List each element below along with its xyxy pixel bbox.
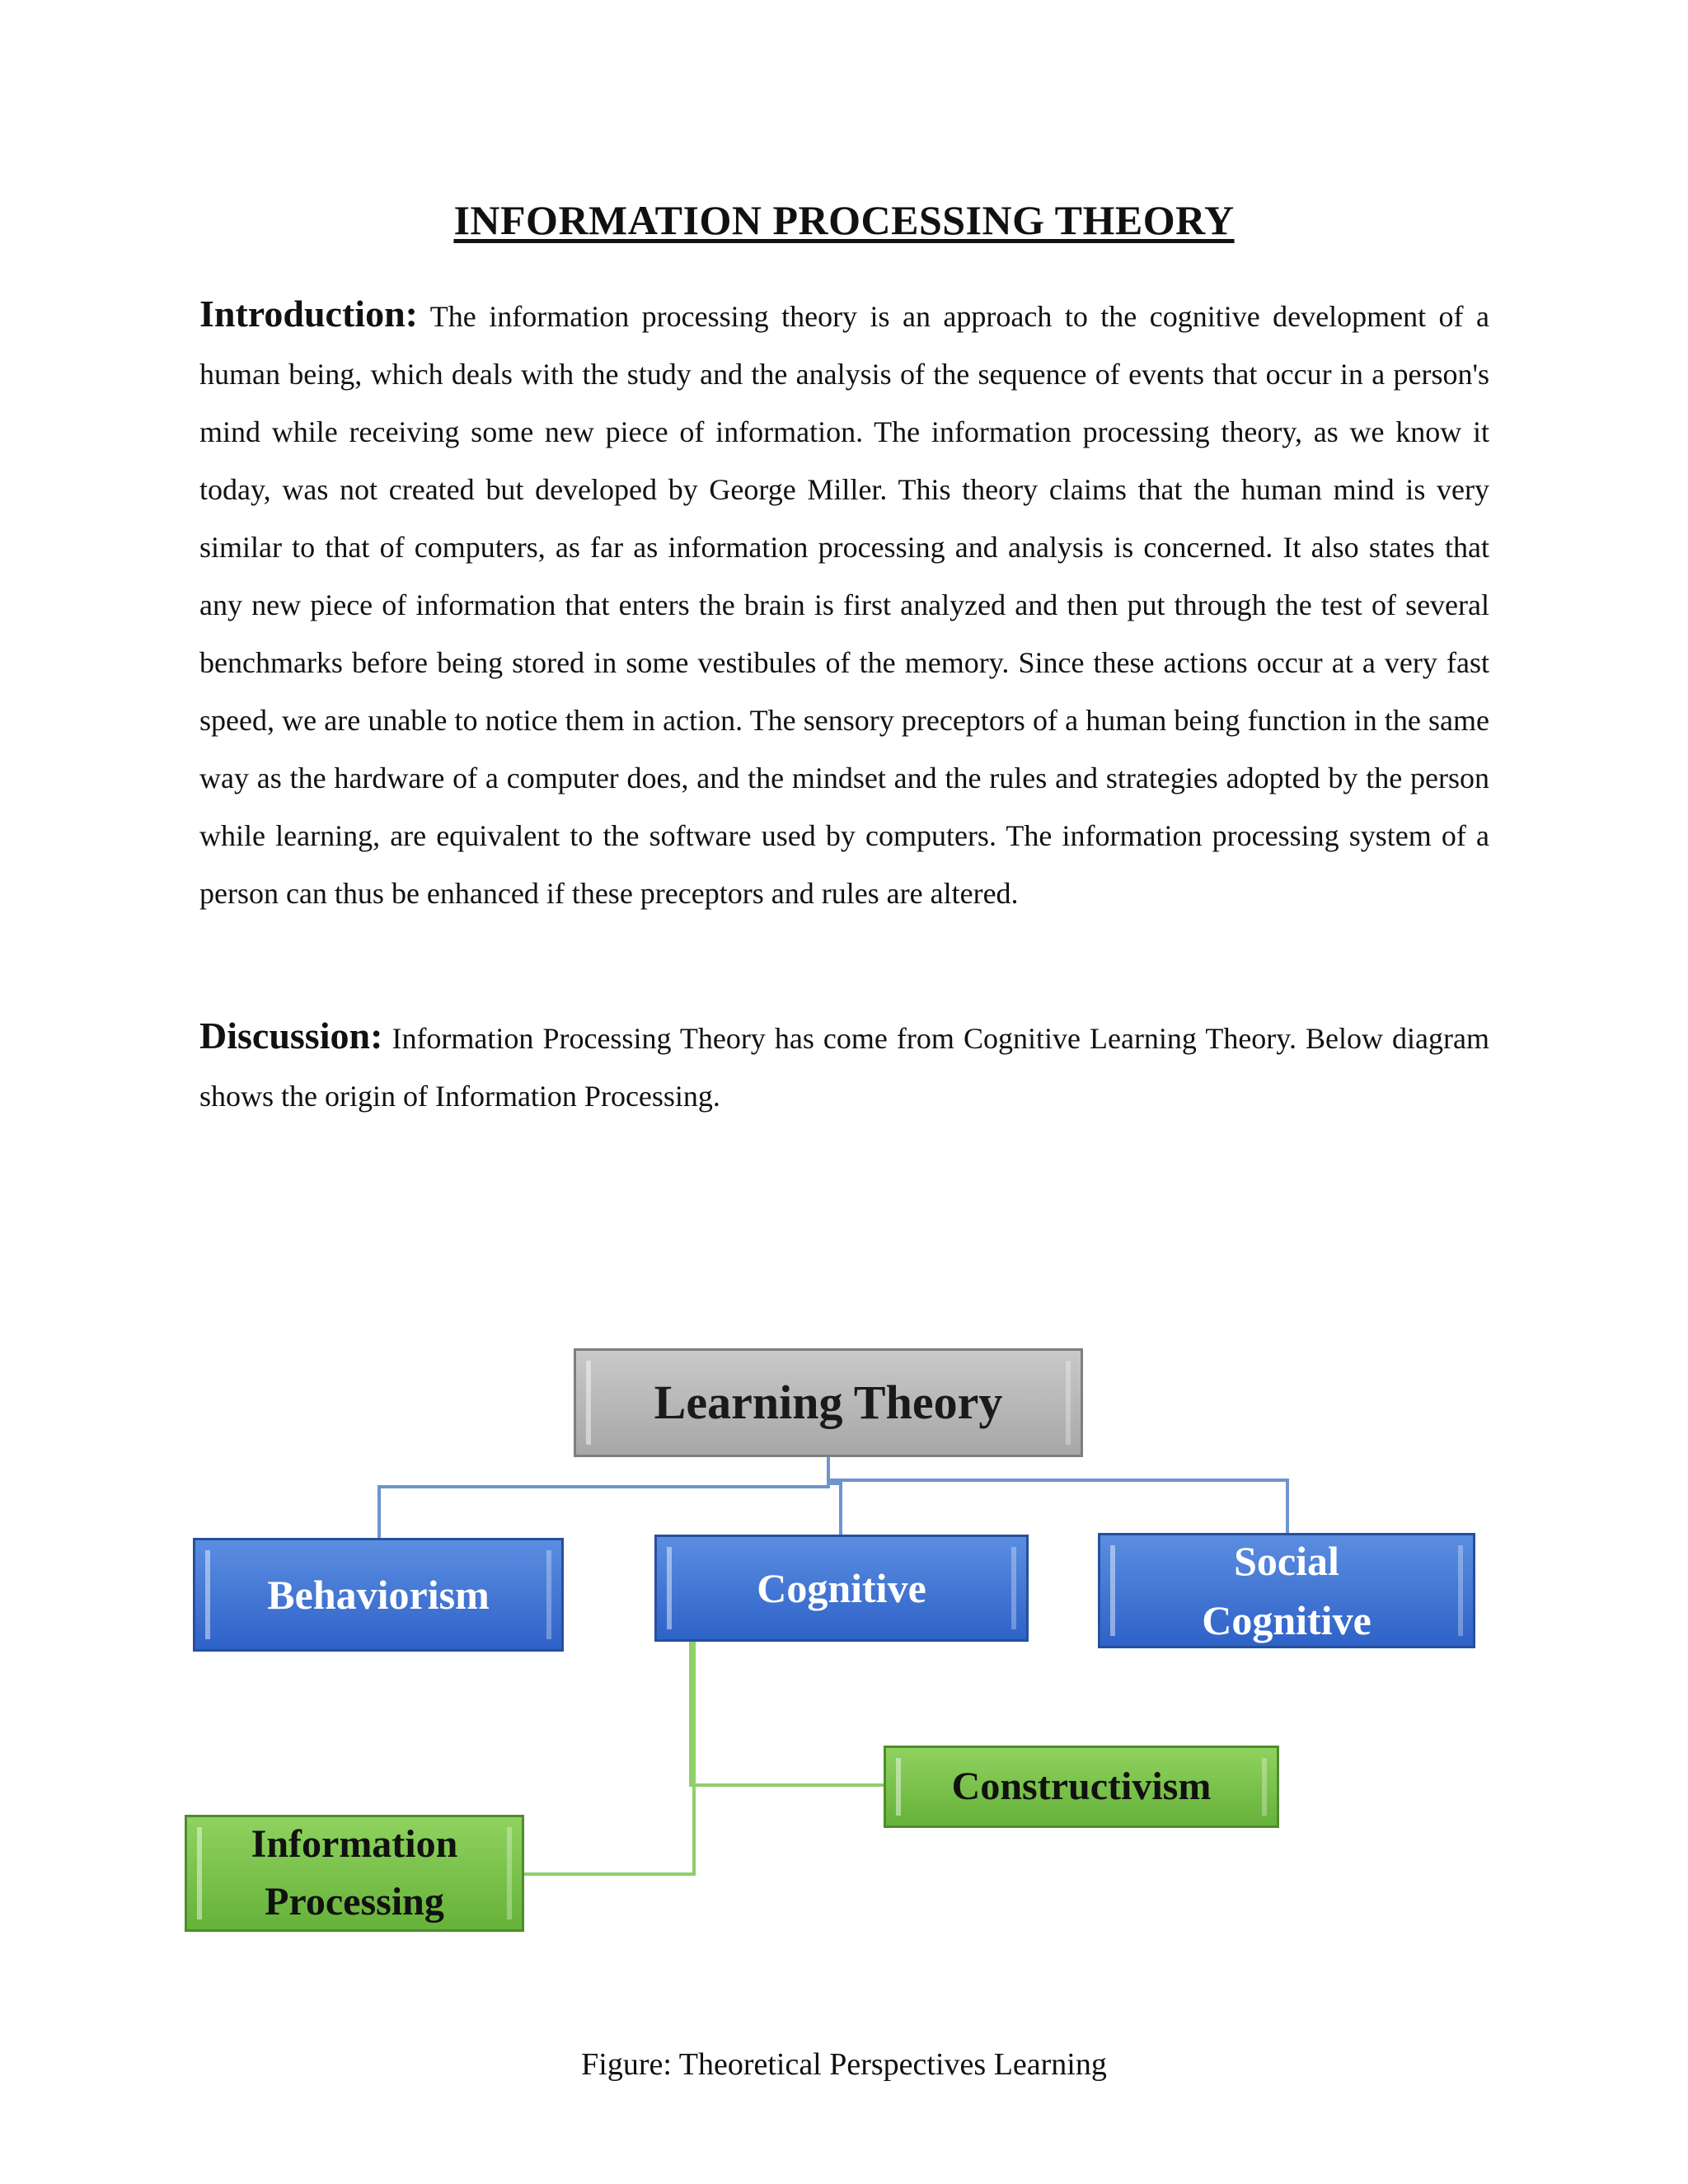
connector-cognitive-information-processing — [524, 1640, 694, 1874]
behaviorism-label: Behaviorism — [267, 1571, 490, 1618]
information-processing-label: Information Processing — [251, 1822, 458, 1924]
page-title: INFORMATION PROCESSING THEORY — [453, 197, 1235, 243]
introduction-label: Introduction: — [199, 293, 418, 335]
discussion-paragraph — [199, 1007, 1489, 1125]
learning-theory-label: Learning Theory — [654, 1375, 1003, 1429]
connector-cognitive-constructivism — [691, 1640, 884, 1785]
introduction-text: The information processing theory is an approach to the cognitive development of a human being, which deals with the study and the analysis of the sequence of events that occur in a person's mind while receiving some new piece of information. The information processing theory, as we know it today, was not created but developed by George Miller. This theory claims that the human mind is very similar to that of computers, as far as information processing and analysis is concerned. It also states that any new piece of information that enters the brain is first analyzed and then put through the test of several benchmarks before being stored in some vestibules of the memory. Since these actions occur at a very fast speed, we are unable to notice them in action. The sensory preceptors of a human being function in the same way as the hardware of a computer does, and the mindset and the rules and strategies adopted by the person while learning, are equivalent to the software used by computers. The information processing system of a person can thus be enhanced if these preceptors and rules are altered. — [199, 300, 1489, 910]
discussion-text: Information Processing Theory has come from Cognitive Learning Theory. Below diagram shows the origin of Information Processing. — [199, 1022, 1490, 1113]
behaviorism-box — [193, 1538, 564, 1652]
figure-caption: Figure: Theoretical Perspectives Learning — [581, 2047, 1107, 2082]
social-cognitive-label: Social Cognitive — [1202, 1537, 1372, 1643]
connector-root-social-cognitive — [828, 1457, 1287, 1533]
introduction-paragraph — [199, 285, 1489, 922]
social-cognitive-box — [1098, 1533, 1475, 1648]
constructivism-box — [884, 1746, 1279, 1828]
discussion-label: Discussion: — [199, 1015, 383, 1057]
information-processing-box — [185, 1815, 524, 1932]
learning-theory-box — [574, 1348, 1083, 1457]
connector-root-behaviorism — [379, 1457, 828, 1538]
cognitive-box — [654, 1535, 1029, 1642]
connector-root-cognitive — [828, 1457, 841, 1535]
cognitive-label: Cognitive — [757, 1564, 926, 1611]
constructivism-label: Constructivism — [951, 1765, 1212, 1809]
